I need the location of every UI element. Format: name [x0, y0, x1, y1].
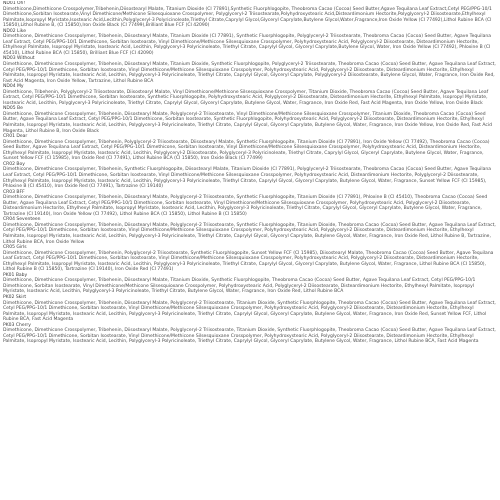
shade-code: ND01 Oh!: [3, 1, 26, 6]
shade-code: ND03 Without: [3, 56, 35, 62]
shade-code: PK01 Baby: [3, 272, 28, 278]
ingredient-list: Dimethicone, Dimethicone Crosspolymer, Tribehenin, Diisostearyl Malate, Titanium Dioxide, Synthetic Fluorphlogopite, Theobroma Cacao (Cocoa) Seed Butter, Agave Tequilana Leaf Extract, Cetyl PEG/PPG-10/1 Dimethicone, Sorbitan Isostearate, Vinyl Dimethicone/Methicone Silsesquioxane Crosspolymer, Polyhydroxystearic Acid, Polyglyceryl-2 Diisostearate, Disteardimonium Hectorite, Ethylhexyl Palmitate, Isopropyl Myristate, Isostearic Acid, Lecithin, Polyglyceryl-3 Polyricinoleate, Triethyl Citrate, Butylene Glycol, Water, Fragrance, Iron Oxide Red, Lithol Rubine BCA: [3, 278, 476, 295]
ingredient-list: Dimethicone, Dimethicone Crosspolymer, Tribehenin, Diisostearyl Malate, Titanium Dioxide (CI 77891), Synthetic Fluorphlogopite, Polyglyceryl-2 Triisostearate, Theobroma Cacao (Cocoa) Seed Butter, Agave Tequilana Leaf Extract, Cetyl PEG/PPG-10/1 Dimethicone, Sorbitan Isostearate, Vinyl Dimethicone/Methicone Silsesquioxane Crosspolymer, Polyhydroxystearic Acid, Polyglyceryl-2 Diisostearate, Disteardimonium Hectorite, Ethylhexyl Palmitate, Isopropyl Myristate, Isostearic Acid, Lecithin, Polyglyceryl-3 Polyricinoleate, Triethyl Citrate, Caprylyl Glycol, Glyceryl Caprylate,Butylene Glycol, Water, Iron Oxide Yellow (CI 77492), Phloxine B (CI 45410), Lithol Rubine BCA (CI 15850), Brilliant Blue FCF (CI 42090): [3, 34, 491, 56]
entry-cr04: [3, 217, 497, 245]
shade-code: PK03 Cherry: [3, 322, 31, 328]
ingredient-list: Dimethicone,Dimethicone Crosspolymer,Tribehenin,Diisostearyl Malate, Titanium Dioxide (CI 77891),Synthetic Fluorphlogopite, Theobroma Cacao (Cocoa) Seed Butter,Agave Tequilana Leaf Extract,Cetyl PEG/PPG-10/1 Dimethicone,Sorbitan Isostearate,Vinyl Dimethicone/Methicone Silsesquioxane Crosspolymer, Polyglyceryl-2 Triisostearate,Polyhydroxystearic Acid,Disteardimonium Hectorite,Polyglyceryl-2 Diisostearate,Ethylhexyl Palmitate,Isopropyl Myristate,Isostearic Acid,Lecithin,Polyglyceryl-3 Polyricinoleate,Triethyl Citrate,Caprylyl Glycol,Glyceryl Caprylate,Butylene Glycol,Water,Fragrance,Iron Oxide Yellow (CI 77492),Lithol Rubine BCA (CI 15850),Lithol Rubine B, (CI 15850),Iron Oxide Black (CI 77499),Brilliant Blue FCF (CI 42090): [3, 6, 492, 29]
entry-cr02: [3, 162, 497, 190]
shade-code: CR05 Girls: [3, 245, 27, 251]
entry-nd01: [3, 1, 497, 29]
ingredient-list: Dimethicone, Dimethicone Crosspolymer, Tribehenin, Synthetic Fluorphlogopite, Diisostearyl Malate, Titanium Dioxide (CI 77891), Polyglyceryl-2 Triisostearate, Theobroma Cacao (Cocoa) Seed Butter, Agave Tequilana Leaf Extract, Cetyl PEG/PPG-10/1 Dimethicone, Sorbitan Isostearate, Vinyl Dimethicone/Methicone Silsesquioxane Crosspolymer, Polyhydroxystearic Acid, Disteardimonium Hectorite, Polyglyceryl-2 Diisostearate, Ethylhexyl Palmitate, Isopropyl Myristate, Isostearic Acid, Lecithin, Polyglyceryl-3 Polyricinoleate, Triethyl Citrate, Caprylyl Glycol, Glyceryl Caprylate, Butylene Glycol, Water, Fragrance, Sunset Yellow FCF (CI 15985), Phloxine B (CI 45410), Iron Oxide Red (CI 77491), Tartrazine (CI 19140): [3, 167, 491, 190]
shade-code: CR04 Seventeen: [3, 217, 41, 223]
entry-pk01: [3, 273, 497, 295]
shade-code: ND04 My: [3, 84, 24, 90]
shade-code: CR02 Boy: [3, 161, 25, 167]
entry-cr03: [3, 190, 497, 218]
shade-code: CR01 Dear: [3, 134, 28, 140]
ingredient-list: Dimethicone, Dimethicone Crosspolymer, Tribehenin, Diisostearyl Malate, Polyglyceryl-2 Triisostearate, Titanium Dioxide, Synthetic Fluorphlogopite, Theobroma Cacao (Cocoa) Seed Butter, Agave Tequilana Leaf Extract, Cetyl PEG/PPG-10/1 Dimethicone, Sorbitan Isostearate, Vinyl Dimethicone/Methicone Silsesquioxane Crosspolymer, Polyhydroxystearic Acid, Polyglyceryl-2 Diisostearate, Disteardimonium Hectorite, Ethylhexyl Palmitate, Isopropyl Myristate, Isostearic Acid, Lecithin, Polyglyceryl-3 Polyricinoleate, Triethyl Citrate, Caprylyl Glycol, Glyceryl Caprylate, Butylene Glycol, Water, Fragrance, Lithol Rubine BCA, Fast Acid Magenta: [3, 328, 496, 345]
ingredient-list: Dimethicone, Dimethicone Crosspolymer, Tribehenin, Diisostearyl Malate, Polyglyceryl-2 Triisostearate, Synthetic Fluorphlogopite, Titanium Dioxide (CI 77891), Phloxine B (CI 45410), Theobroma Cacao (Cocoa) Seed Butter, Agave Tequilana Leaf Extract, Cetyl PEG/PPG-10/1 Dimethicone, Sorbitan Isostearate, Vinyl Dimethicone/Methicone Silsesquioxane Crosspolymer, Polyhydroxystearic Acid, Polyglyceryl-2 Diisostearate, Disteardimonium Hectorite, Ethylhexyl Palmitate, Isopropyl Myristate, Isostearic Acid, Lecithin, Polyglyceryl-3 Polyricinoleate, Triethyl Citrate, Caprylyl Glycol, Glyceryl Caprylate, Butylene Glycol, Water, Fragrance, Tartrazine (CI 19140), Iron Oxide Yellow (CI 77492), Lithol Rubine BCA (CI 15850), Lithol Rubine B (CI 15850): [3, 195, 488, 217]
ingredient-list: Dimethicone, Dimethicone Crosspolymer, Tribehenin, Diisostearyl Malate, Polyglyceryl-2 Triisostearate, Synthetic Fluorphlogopite, Titanium Dioxide, Theobroma Cacao (Cocoa) Seed Butter, Agave Tequilana Leaf Extract, Cetyl PEG/PPG-10/1 Dimethicone, Sorbitan Isostearate, Vinyl Dimethicone/Methicone Silsesquioxane Crosspolymer, Polyhydroxystearic Acid, Polyglyceryl-2 Diisostearate, Disteardimonium Hectorite, Ethylhexyl Palmitate, Isopropyl Myristate, Isostearic Acid, Lecithin, Polyglyceryl-3 Polyricinoleate, Triethyl Citrate, Caprylyl Glycol, Glyceryl Caprylate, Butylene Glycol, Water, Fragrance, Iron Oxide Red, Lithol Rubine B, Tartrazine, Lithol Rubine BCA, Iron Oxide Yellow: [3, 222, 496, 245]
entry-cr05: [3, 245, 497, 273]
entry-cr01: [3, 134, 497, 162]
ingredient-list: Dimethicone, Tribehenin, Polyglyceryl-2 Triisostearate, Diisostearyl Malate, Vinyl Dimethicone/Methicone Silsesquioxane Crosspolymer, Titanium Dioxide, Theobroma Cacao (Cocoa) Seed Butter, Agave Tequilana Leaf Extract, Cetyl PEG/PPG-10/1 Dimethicone, Sorbitan Isostearate, Synthetic Fluorphlogopite, Polyhydroxystearic Acid, Polyglyceryl-2 Diisostearate, Disteardimonium Hectorite, Ethylhexyl Palmitate, Isopropyl Myristate, Isostearic Acid, Lecithin, Polyglyceryl-3 Polyricinoleate, Triethyl Citrate, Caprylyl Glycol, Glyceryl Caprylate, Butylene Glycol, Water, Fragrance, Iron Oxide Red, Fast Acid Magenta, Iron Oxide Yellow, Iron Oxide Black: [3, 89, 489, 106]
entry-nd04: [3, 84, 497, 106]
ingredient-list: Dimethicone, Dimethicone Crosspolymer, Tribehenin, Diisostearyl Malate, Polyglyceryl-2 Triisostearate, Titanium Dioxide, Synthetic Fluorphlogopite, Theobroma Cacao (Cocoa) Seed Butter, Agave Tequilana Leaf Extract, Cetyl PEG/PPG-10/1 Dimethicone, Sorbitan Isostearate, Vinyl Dimethicone/Methicone Silsesquioxane Crosspolymer, Polyhydroxystearic Acid, Polyglyceryl-2 Diisostearate, Disteardimonium Hectorite, Ethylhexyl Palmitate, Isopropyl Myristate, Isostearic Acid, Lecithin, Polyglyceryl-3 Polyricinoleate, Triethyl Citrate, Caprylyl Glycol, Glyceryl Caprylate, Butylene Glycol, Water, Fragrance, Iron Oxide Red, Sunset Yellow FCF, Lithol Rubine BCA, Fast Acid Magenta: [3, 300, 496, 323]
entry-nd02: [3, 29, 497, 57]
ingredient-list: Dimethicone, Dimethicone Crosspolymer, Tribehenin, Polyglyceryl-2 Triisostearate, Diisostearyl Malate, Synthetic Fluorphlogopite, Titanium Dioxide (CI 77891), Iron Oxide Yellow (CI 77492), Theobroma Cacao (Cocoa) Seed Butter, Agave Tequilana Leaf Extract, Cetyl PEG/PPG-10/1 Dimethicone, Sorbitan Isostearate, Vinyl Dimethicone/Methicone Silsesquioxane Crosspolymer, Polyhydroxystearic Acid, Disteardimonium Hectorite, Ethylhexyl Palmitate, Isopropyl Myristate, Isostearic Acid, Lecithin, Polyglyceryl-2 Diisostearate, Polyglyceryl-3 Polyricinoleate, Triethyl Citrate, Caprylyl Glycol, Glyceryl Caprylate, Butylene Glycol, Water, Fragrance, Sunset Yellow FCF (CI 15985), Iron Oxide Red (CI 77491), Lithol Rubine BCA (CI 15850), Iron Oxide Black (CI 77499): [3, 139, 490, 162]
shade-code: PK02 Skirt: [3, 294, 27, 300]
ingredient-list: Dimethicone, Dimethicone Crosspolymer, Tribehenin, Polyglyceryl-2 Triisostearate, Synthetic Fluorphlogopite, Sunset Yellow FCF (CI 15985), Diisostearyl Malate, Theobroma Cacao (Cocoa) Seed Butter, Agave Tequilana Leaf Extract, Cetyl PEG/PPG-10/1 Dimethicone, Sorbitan Isostearate, Vinyl Dimethicone/Methicone Silsesquioxane Crosspolymer, Polyhydroxystearic Acid, Polyglyceryl-2 Diisostearate, Disteardimonium Hectorite, Ethylhexyl Palmitate, Isopropyl Myristate, Isostearic Acid, Lecithin, Polyglyceryl-3 Polyricinoleate, Triethyl Citrate, Caprylyl Glycol, Glyceryl Caprylate, Butylene Glycol, Water, Fragrance, Lithol Rubine BCA (CI 15850), Lithol Rubine B (CI 15850), Tartrazine (CI 19140), Iron Oxide Red (CI 77491): [3, 250, 494, 273]
ingredient-document: [3, 1, 497, 499]
entry-nd05: [3, 106, 497, 134]
ingredient-list: Dimethicone, Dimethicone Crosspolymer, Tribehenin, Diisostearyl Malate, Polyglyceryl-2 Triisostearate, Vinyl Dimethicone/Methicone Silsesquioxane Crosspolymer, Titanium Dioxide, Theobroma Cacao (Cocoa) Seed Butter, Agave Tequilana Leaf Extract, Cetyl PEG/PPG-10/1 Dimethicone, Sorbitan Isostearate, Synthetic Fluorphlogopite, Polyhydroxystearic Acid, Polyglyceryl-2 Diisostearate, Disteardimonium Hectorite, Ethylhexyl Palmitate, Isopropyl Myristate, Isostearic Acid, Lecithin, Polyglyceryl-3 Polyricinoleate, Triethyl Citrate, Caprylyl Glycol, Glyceryl Caprylate, Butylene Glycol, Water, Fragrance, Iron Oxide Yellow, Iron Oxide Red, Fast Acid Magenta, Lithol Rubine B, Iron Oxide Black: [3, 111, 492, 134]
entry-pk03: [3, 323, 497, 345]
entry-nd03: [3, 56, 497, 84]
shade-code: ND05 Be: [3, 106, 23, 112]
shade-code: ND02 Like: [3, 28, 26, 34]
entry-pk02: [3, 295, 497, 323]
ingredient-list: Dimethicone, Dimethicone Crosspolymer, Tribehenin, Diisostearyl Malate, Titanium Dioxide, Synthetic Fluorphlogopite, Polyglyceryl-2 Triisostearate, Theobroma Cacao (Cocoa) Seed Butter, Agave Tequilana Leaf Extract, Cetyl PEG/PPG-10/1 Dimethicone, Sorbitan Isostearate, Vinyl Dimethicone/Methicone Silsesquioxane Crosspolymer, Polyhydroxystearic Acid, Polyglyceryl-2 Diisostearate, Disteardimonium Hectorite, Ethylhexyl Palmitate, Isopropyl Myristate, Isostearic Acid, Lecithin, Polyglyceryl-3 Polyricinoleate, Triethyl Citrate, Caprylyl Glycol, Glyceryl Caprylate, Polyglyceryl-2 Diisostearate, Butylene Glycol, Water, Fragrance, Iron Oxide Red, Fast Acid Magenta, Iron Oxide Yellow, Tartrazine, Lithol Rubine BCA: [3, 62, 496, 84]
shade-code: CR03 BFF: [3, 189, 25, 195]
